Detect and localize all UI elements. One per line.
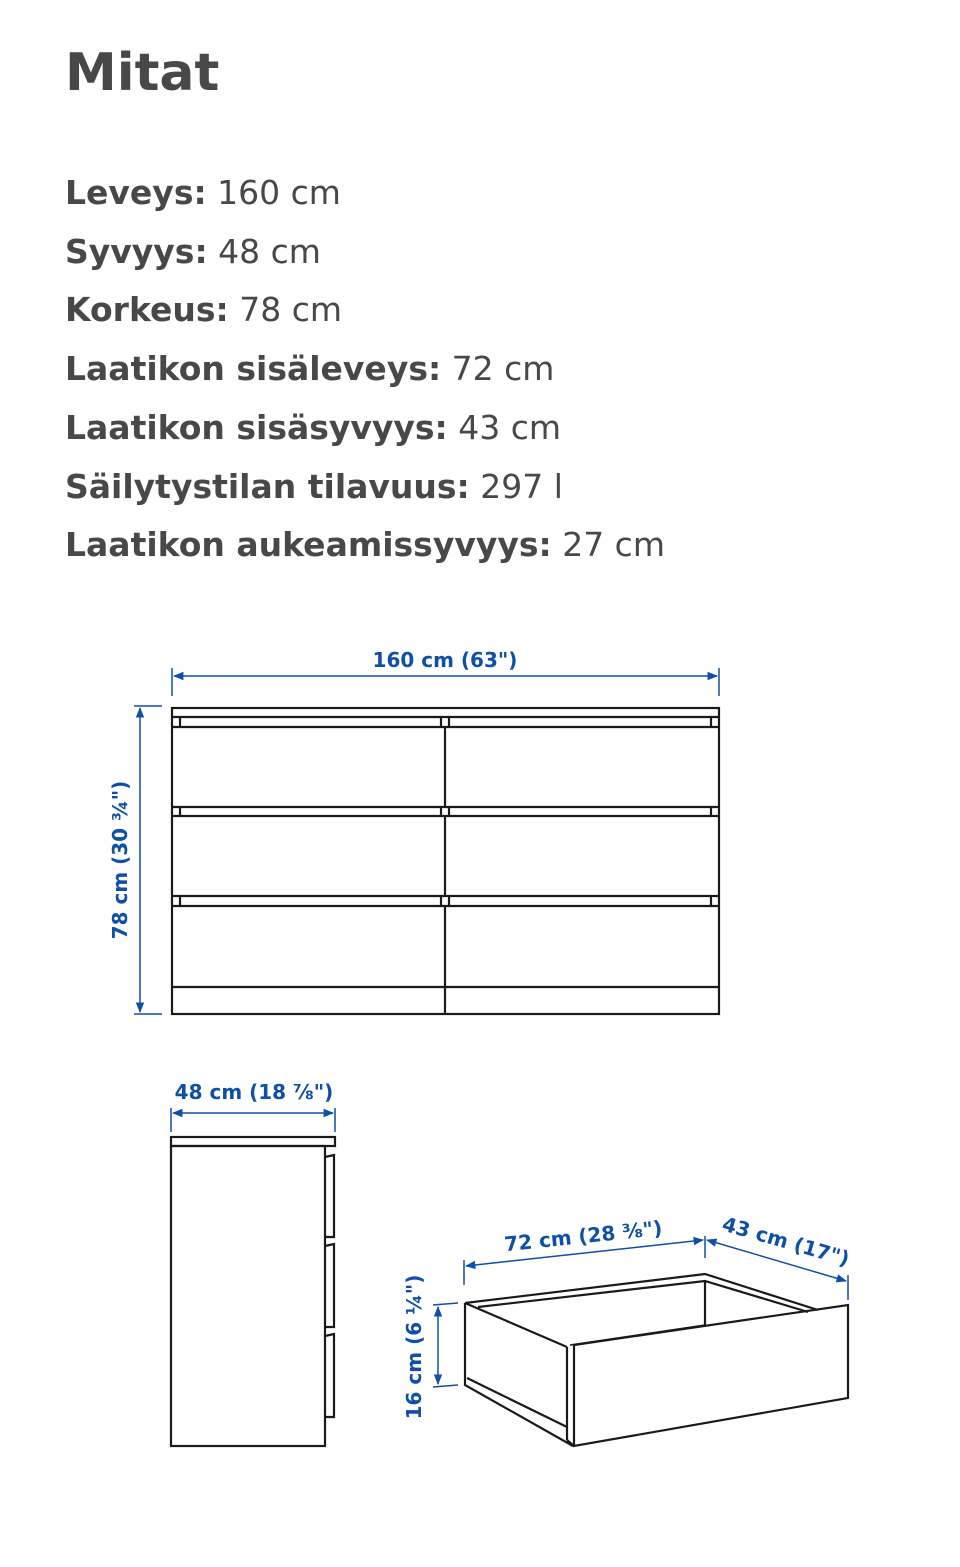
spec-label: Korkeus: (65, 290, 229, 330)
spec-label: Laatikon aukeamissyvyys: (65, 525, 552, 565)
front-width-label: 160 cm (63") (372, 648, 518, 672)
side-depth-label: 48 cm (18 ⅞") (174, 1080, 334, 1104)
front-height-dimension (134, 706, 162, 1014)
spec-value: 72 cm (451, 349, 555, 389)
front-height-label: 78 cm (30 ¾") (108, 780, 132, 940)
drawer-view-drawing (465, 1274, 848, 1446)
spec-label: Syvyys: (65, 231, 208, 271)
drawer-width-label: 72 cm (28 ⅜") (503, 1215, 664, 1257)
drawer-dimensions (433, 1236, 848, 1387)
side-depth-dimension (171, 1108, 335, 1132)
spec-value: 78 cm (239, 290, 342, 330)
spec-label: Laatikon sisäsyvyys: (65, 407, 448, 447)
spec-value: 43 cm (458, 407, 562, 447)
page-title: Mitat (65, 43, 220, 103)
spec-value: 27 cm (562, 525, 665, 565)
drawer-height-label: 16 cm (6 ¼") (402, 1274, 426, 1420)
spec-label: Leveys: (65, 173, 207, 212)
spec-value: 160 cm (217, 173, 341, 212)
front-view-drawing (172, 708, 719, 1014)
spec-label: Säilytystilan tilavuus: (65, 466, 470, 506)
drawer-depth-label: 43 cm (17") (719, 1211, 853, 1271)
front-width-dimension (172, 668, 719, 696)
side-view-drawing (171, 1137, 335, 1446)
spec-label: Laatikon sisäleveys: (65, 349, 442, 389)
spec-value: 48 cm (218, 231, 321, 271)
spec-value: 297 l (480, 466, 563, 506)
